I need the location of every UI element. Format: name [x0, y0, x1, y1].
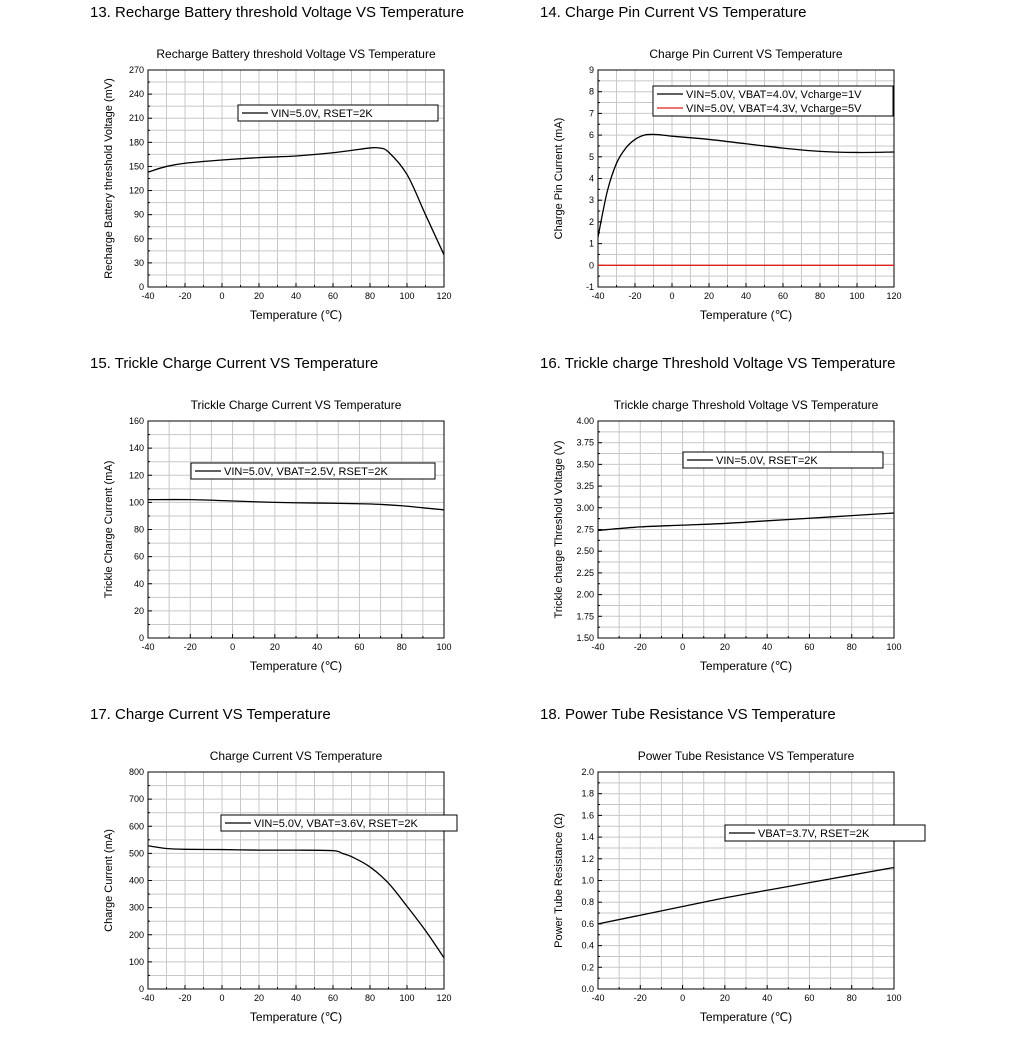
- y-tick-label: 4: [588, 173, 594, 184]
- y-tick-label: 300: [128, 902, 144, 913]
- y-tick-label: 8: [588, 86, 594, 97]
- legend: [191, 463, 435, 479]
- section-heading: 15. Trickle Charge Current VS Temperature: [90, 355, 379, 372]
- legend: [725, 825, 925, 841]
- x-axis-label: Temperature (℃): [699, 659, 793, 673]
- chart-14: [540, 0, 1000, 340]
- y-tick-label: 0: [138, 282, 144, 292]
- x-tick-label: 80: [364, 993, 376, 1003]
- y-tick-label: 7: [588, 108, 594, 119]
- y-tick-label: 150: [128, 161, 144, 172]
- x-tick-label: 80: [364, 291, 376, 301]
- chart-13: [90, 0, 550, 340]
- x-tick-label: 40: [762, 993, 773, 1003]
- x-tick-label: 100: [399, 291, 415, 301]
- x-tick-label: -20: [633, 642, 647, 652]
- x-tick-label: 120: [886, 291, 902, 301]
- chart-section-18: [540, 702, 1000, 1042]
- x-tick-label: 0: [230, 642, 236, 652]
- chart-title: Charge Pin Current VS Temperature: [649, 47, 843, 61]
- x-tick-label: 120: [436, 291, 452, 301]
- x-tick-label: 80: [846, 993, 857, 1003]
- section-heading: 13. Recharge Battery threshold Voltage VS Temperature: [90, 4, 465, 21]
- chart-18: [540, 702, 1000, 1042]
- x-tick-label: 40: [740, 291, 752, 301]
- x-tick-label: -40: [591, 993, 605, 1003]
- gridlines: [148, 421, 444, 638]
- y-tick-label: 800: [128, 767, 144, 777]
- y-axis-label: Charge Current (mA): [103, 829, 115, 932]
- y-tick-label: 0.4: [581, 940, 594, 951]
- y-tick-label: 0.0: [581, 984, 594, 994]
- x-axis-label: Temperature (℃): [699, 1010, 793, 1024]
- y-tick-label: 160: [128, 416, 144, 426]
- legend-label: VIN=5.0V, VBAT=3.6V, RSET=2K: [254, 818, 418, 830]
- ticks: [129, 65, 452, 301]
- ticks: [129, 416, 452, 652]
- y-tick-label: 3.75: [576, 437, 594, 448]
- y-tick-label: 0.2: [581, 962, 594, 973]
- x-tick-label: 40: [290, 993, 302, 1003]
- x-axis-label: Temperature (℃): [249, 1010, 343, 1024]
- y-axis-label: Trickle charge Threshold Voltage (V): [553, 440, 565, 619]
- y-tick-label: 3.50: [576, 459, 594, 470]
- x-tick-label: 20: [253, 993, 265, 1003]
- x-tick-label: 40: [290, 291, 302, 301]
- y-tick-label: 1.0: [581, 875, 594, 886]
- y-tick-label: 20: [133, 605, 144, 616]
- y-tick-label: 0.6: [581, 918, 594, 929]
- x-axis-label: Temperature (℃): [249, 308, 343, 322]
- y-tick-label: 500: [128, 848, 144, 859]
- section-heading: 17. Charge Current VS Temperature: [90, 706, 331, 723]
- y-tick-label: 1.50: [576, 633, 594, 643]
- x-tick-label: 120: [436, 993, 452, 1003]
- y-tick-label: 0: [588, 260, 594, 271]
- legend-label: VIN=5.0V, RSET=2K: [716, 455, 818, 467]
- chart-title: Power Tube Resistance VS Temperature: [637, 749, 855, 763]
- x-tick-label: -20: [183, 642, 197, 652]
- y-tick-label: 0: [138, 633, 144, 643]
- x-tick-label: 0: [669, 291, 675, 301]
- y-tick-label: 60: [133, 551, 144, 562]
- ticks: [129, 767, 452, 1003]
- y-tick-label: 0: [138, 984, 144, 994]
- x-tick-label: 100: [886, 642, 902, 652]
- y-tick-label: -1: [585, 282, 594, 292]
- x-tick-label: 40: [312, 642, 323, 652]
- y-tick-label: 120: [128, 470, 144, 481]
- y-tick-label: 4.00: [576, 416, 594, 426]
- section-heading: 14. Charge Pin Current VS Temperature: [540, 4, 807, 21]
- x-tick-label: -20: [178, 291, 192, 301]
- y-tick-label: 600: [128, 821, 144, 832]
- y-tick-label: 1.4: [581, 832, 594, 843]
- y-tick-label: 80: [133, 524, 144, 535]
- y-tick-label: 400: [128, 875, 144, 886]
- x-tick-label: 40: [762, 642, 773, 652]
- gridlines: [148, 772, 444, 989]
- x-tick-label: -20: [633, 993, 647, 1003]
- x-axis-label: Temperature (℃): [249, 659, 343, 673]
- gridlines: [598, 772, 894, 989]
- x-tick-label: -40: [141, 642, 155, 652]
- y-tick-label: 270: [128, 65, 144, 75]
- y-tick-label: 2.50: [576, 546, 594, 557]
- y-axis-label: Charge Pin Current (mA): [553, 117, 565, 240]
- x-tick-label: 0: [219, 993, 225, 1003]
- x-tick-label: 0: [219, 291, 225, 301]
- y-tick-label: 60: [133, 233, 144, 244]
- y-tick-label: 1.6: [581, 810, 594, 821]
- y-tick-label: 1.8: [581, 788, 594, 799]
- section-heading: 16. Trickle charge Threshold Voltage VS Temperature: [540, 355, 896, 372]
- legend-label: VIN=5.0V, RSET=2K: [271, 108, 373, 120]
- y-tick-label: 30: [133, 257, 144, 268]
- legend: [221, 815, 457, 831]
- x-tick-label: 60: [777, 291, 789, 301]
- chart-section-14: [540, 0, 1000, 340]
- x-tick-label: 100: [436, 642, 452, 652]
- chart-section-16: [540, 351, 1000, 691]
- y-tick-label: 2: [588, 216, 594, 227]
- x-tick-label: 20: [719, 993, 730, 1003]
- legend: [238, 105, 438, 121]
- y-tick-label: 210: [128, 113, 144, 124]
- y-tick-label: 100: [128, 497, 144, 508]
- y-tick-label: 1.2: [581, 853, 594, 864]
- chart-section-13: [90, 0, 550, 340]
- x-tick-label: 60: [327, 291, 339, 301]
- x-tick-label: -20: [628, 291, 642, 301]
- x-tick-label: -40: [591, 642, 605, 652]
- x-tick-label: -40: [141, 993, 155, 1003]
- x-tick-label: 60: [354, 642, 365, 652]
- legend: [653, 86, 893, 116]
- x-tick-label: 20: [703, 291, 715, 301]
- y-axis-label: Power Tube Resistance (Ω): [553, 813, 565, 948]
- legend-label: VIN=5.0V, VBAT=4.3V, Vcharge=5V: [686, 103, 862, 115]
- x-tick-label: 100: [399, 993, 415, 1003]
- y-tick-label: 700: [128, 794, 144, 805]
- y-tick-label: 2.0: [581, 767, 594, 777]
- x-tick-label: 100: [886, 993, 902, 1003]
- y-tick-label: 6: [588, 130, 594, 141]
- y-tick-label: 180: [128, 137, 144, 148]
- y-tick-label: 140: [128, 443, 144, 454]
- y-tick-label: 3: [588, 195, 594, 206]
- y-axis-label: Recharge Battery threshold Voltage (mV): [103, 78, 115, 279]
- x-tick-label: 60: [804, 993, 815, 1003]
- y-tick-label: 9: [588, 65, 594, 75]
- legend-label: VIN=5.0V, VBAT=2.5V, RSET=2K: [224, 466, 388, 478]
- chart-16: [540, 351, 1000, 691]
- y-tick-label: 200: [128, 929, 144, 940]
- x-tick-label: 20: [253, 291, 265, 301]
- chart-17: [90, 702, 550, 1042]
- y-tick-label: 3.00: [576, 502, 594, 513]
- chart-section-17: [90, 702, 550, 1042]
- x-tick-label: -40: [591, 291, 605, 301]
- x-tick-label: 0: [680, 642, 686, 652]
- x-tick-label: -20: [178, 993, 192, 1003]
- x-tick-label: 20: [719, 642, 730, 652]
- y-tick-label: 90: [133, 209, 144, 220]
- x-tick-label: 80: [814, 291, 826, 301]
- y-tick-label: 240: [128, 89, 144, 100]
- chart-title: Trickle Charge Current VS Temperature: [190, 398, 402, 412]
- chart-title: Recharge Battery threshold Voltage VS Temperature: [156, 47, 436, 61]
- chart-section-15: [90, 351, 550, 691]
- y-tick-label: 0.8: [581, 897, 594, 908]
- x-tick-label: 20: [269, 642, 280, 652]
- y-tick-label: 3.25: [576, 481, 594, 492]
- y-tick-label: 120: [128, 185, 144, 196]
- y-tick-label: 1.75: [576, 611, 594, 622]
- x-tick-label: 80: [396, 642, 407, 652]
- legend-label: VBAT=3.7V, RSET=2K: [758, 828, 870, 840]
- x-tick-label: 80: [846, 642, 857, 652]
- y-tick-label: 5: [588, 151, 594, 162]
- chart-15: [90, 351, 550, 691]
- x-tick-label: -40: [141, 291, 155, 301]
- chart-title: Trickle charge Threshold Voltage VS Temperature: [613, 398, 879, 412]
- y-tick-label: 100: [128, 956, 144, 967]
- x-axis-label: Temperature (℃): [699, 308, 793, 322]
- y-axis-label: Trickle Charge Current (mA): [103, 460, 115, 599]
- x-tick-label: 100: [849, 291, 865, 301]
- x-tick-label: 60: [804, 642, 815, 652]
- y-tick-label: 2.00: [576, 589, 594, 600]
- y-tick-label: 2.75: [576, 524, 594, 535]
- y-tick-label: 2.25: [576, 567, 594, 578]
- x-tick-label: 60: [327, 993, 339, 1003]
- chart-title: Charge Current VS Temperature: [209, 749, 383, 763]
- section-heading: 18. Power Tube Resistance VS Temperature: [540, 706, 836, 723]
- y-tick-label: 1: [588, 238, 594, 249]
- gridlines: [148, 70, 444, 287]
- y-tick-label: 40: [133, 578, 144, 589]
- legend: [683, 452, 883, 468]
- legend-label: VIN=5.0V, VBAT=4.0V, Vcharge=1V: [686, 89, 862, 101]
- x-tick-label: 0: [680, 993, 686, 1003]
